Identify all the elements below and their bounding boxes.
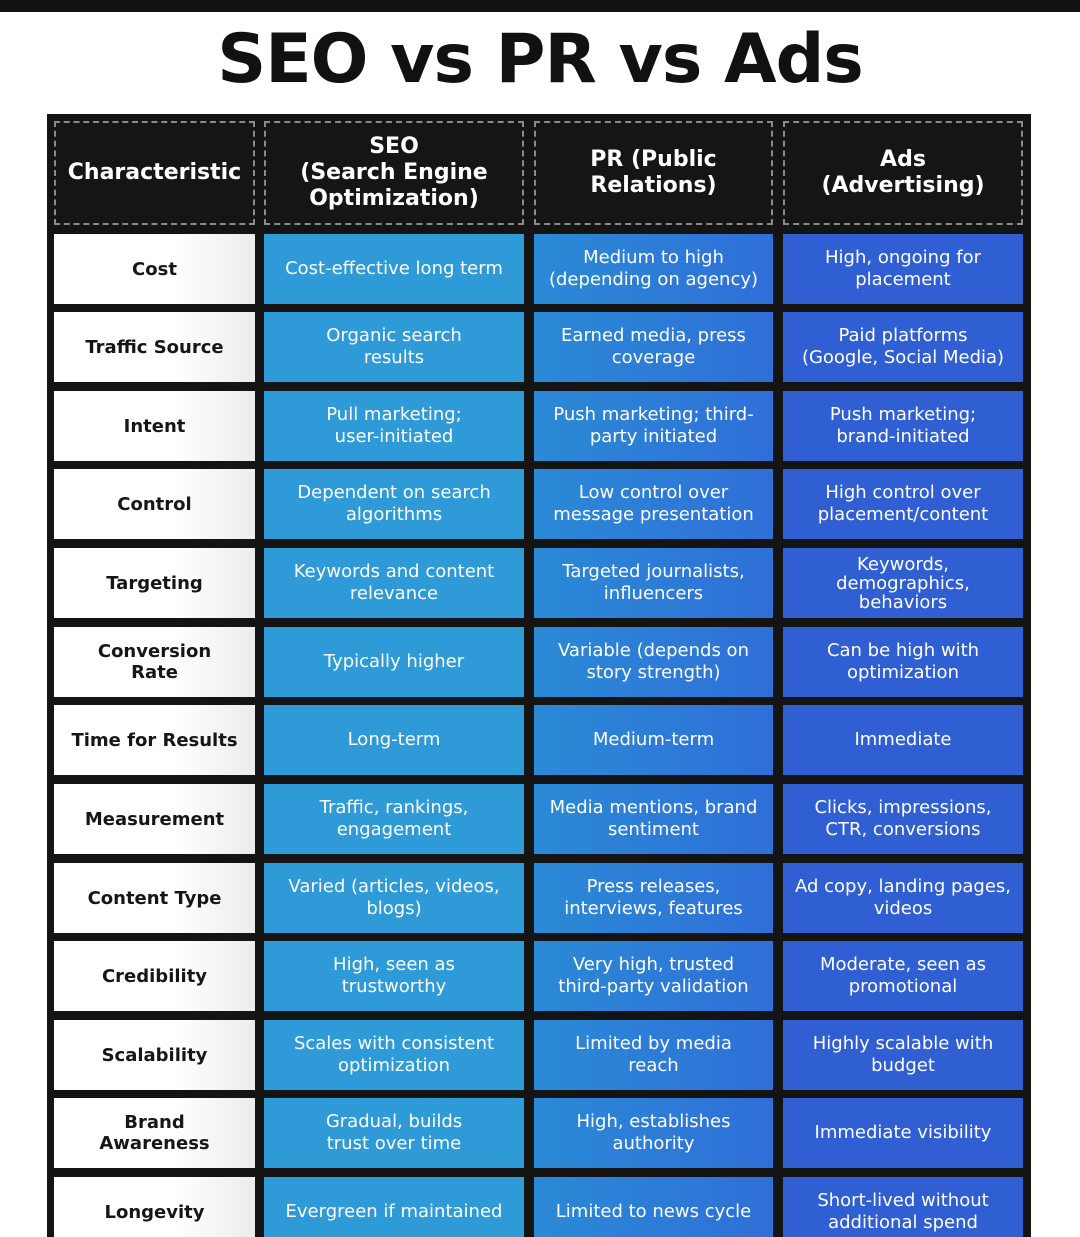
row-scalability-seo: Scales with consistent optimization	[264, 1020, 524, 1090]
row-longevity-pr: Limited to news cycle	[534, 1177, 773, 1237]
row-measurement-seo: Traffic, rankings, engagement	[264, 784, 524, 854]
row-measurement-pr: Media mentions, brand sentiment	[534, 784, 773, 854]
row-intent-seo: Pull marketing; user-initiated	[264, 391, 524, 461]
row-control-seo: Dependent on search algorithms	[264, 469, 524, 539]
header-ads: Ads (Advertising)	[783, 121, 1023, 225]
row-scalability-characteristic: Scalability	[54, 1020, 255, 1090]
row-time-for-results-pr: Medium-term	[534, 705, 773, 775]
page-title: SEO vs PR vs Ads	[217, 20, 863, 99]
row-conversion-rate-seo: Typically higher	[264, 627, 524, 697]
row-longevity-ads: Short-lived without additional spend	[783, 1177, 1023, 1237]
row-intent-ads: Push marketing; brand-initiated	[783, 391, 1023, 461]
row-credibility-ads: Moderate, seen as promotional	[783, 941, 1023, 1011]
row-content-type-characteristic: Content Type	[54, 863, 255, 933]
header-seo: SEO (Search Engine Optimization)	[264, 121, 524, 225]
row-conversion-rate-pr: Variable (depends on story strength)	[534, 627, 773, 697]
row-time-for-results-characteristic: Time for Results	[54, 705, 255, 775]
row-brand-awareness-ads: Immediate visibility	[783, 1098, 1023, 1168]
row-time-for-results-seo: Long-term	[264, 705, 524, 775]
row-conversion-rate-characteristic: Conversion Rate	[54, 627, 255, 697]
row-credibility-pr: Very high, trusted third-party validation	[534, 941, 773, 1011]
row-conversion-rate-ads: Can be high with optimization	[783, 627, 1023, 697]
row-longevity-characteristic: Longevity	[54, 1177, 255, 1237]
row-longevity-seo: Evergreen if maintained	[264, 1177, 524, 1237]
row-measurement-characteristic: Measurement	[54, 784, 255, 854]
row-targeting-pr: Targeted journalists, influencers	[534, 548, 773, 618]
row-brand-awareness-seo: Gradual, builds trust over time	[264, 1098, 524, 1168]
top-bar	[0, 0, 1080, 12]
row-traffic-source-ads: Paid platforms (Google, Social Media)	[783, 312, 1023, 382]
row-credibility-characteristic: Credibility	[54, 941, 255, 1011]
row-traffic-source-pr: Earned media, press coverage	[534, 312, 773, 382]
row-brand-awareness-pr: High, establishes authority	[534, 1098, 773, 1168]
row-content-type-ads: Ad copy, landing pages, videos	[783, 863, 1023, 933]
row-time-for-results-ads: Immediate	[783, 705, 1023, 775]
row-content-type-seo: Varied (articles, videos, blogs)	[264, 863, 524, 933]
comparison-table	[47, 114, 1031, 1237]
row-cost-seo: Cost-effective long term	[264, 234, 524, 304]
row-content-type-pr: Press releases, interviews, features	[534, 863, 773, 933]
row-measurement-ads: Clicks, impressions, CTR, conversions	[783, 784, 1023, 854]
row-intent-pr: Push marketing; third- party initiated	[534, 391, 773, 461]
row-scalability-pr: Limited by media reach	[534, 1020, 773, 1090]
row-credibility-seo: High, seen as trustworthy	[264, 941, 524, 1011]
row-targeting-characteristic: Targeting	[54, 548, 255, 618]
header-pr: PR (Public Relations)	[534, 121, 773, 225]
row-control-pr: Low control over message presentation	[534, 469, 773, 539]
row-brand-awareness-characteristic: Brand Awareness	[54, 1098, 255, 1168]
row-intent-characteristic: Intent	[54, 391, 255, 461]
row-control-characteristic: Control	[54, 469, 255, 539]
row-targeting-ads: Keywords, demographics, behaviors	[783, 548, 1023, 618]
row-traffic-source-characteristic: Traffic Source	[54, 312, 255, 382]
row-targeting-seo: Keywords and content relevance	[264, 548, 524, 618]
row-control-ads: High control over placement/content	[783, 469, 1023, 539]
header-characteristic: Characteristic	[54, 121, 255, 225]
row-cost-characteristic: Cost	[54, 234, 255, 304]
row-traffic-source-seo: Organic search results	[264, 312, 524, 382]
row-cost-pr: Medium to high (depending on agency)	[534, 234, 773, 304]
row-cost-ads: High, ongoing for placement	[783, 234, 1023, 304]
row-scalability-ads: Highly scalable with budget	[783, 1020, 1023, 1090]
